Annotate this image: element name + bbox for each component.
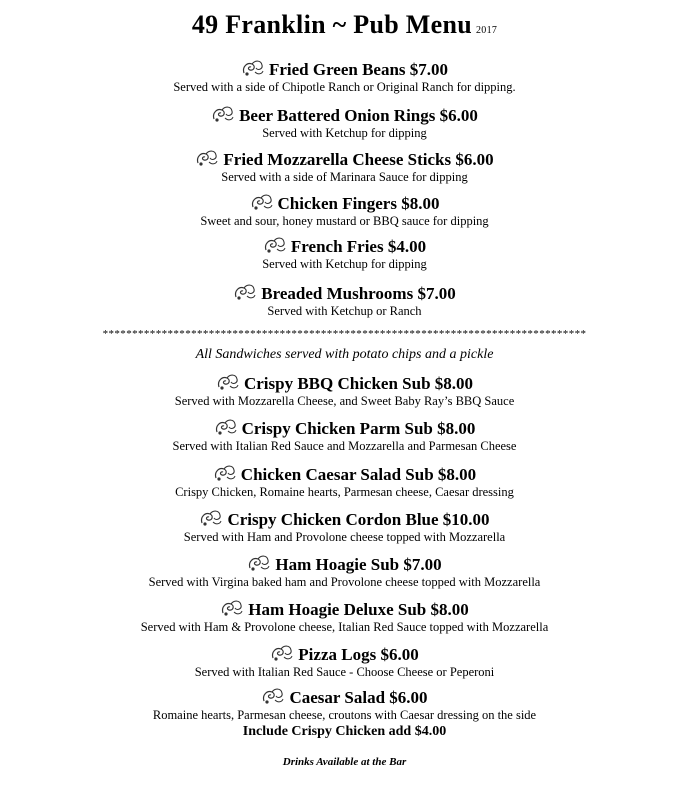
menu-item-ham-hoagie-sub [0,553,689,590]
flourish-icon [261,686,285,706]
item-description: Served with Ham & Provolone cheese, Italian Red Sauce topped with Mozzarella [140,620,549,634]
flourish-icon [211,104,235,124]
item-name: Crispy BBQ Chicken Sub $8.00 [243,374,474,393]
menu-item-onion-rings [0,104,689,141]
item-name: Ham Hoagie Sub $7.00 [275,555,442,574]
item-name: French Fries $4.00 [290,237,427,256]
flourish-icon [216,372,240,392]
item-name: Fried Mozzarella Cheese Sticks $6.00 [223,150,494,169]
flourish-icon [220,598,244,618]
item-name: Fried Green Beans $7.00 [268,60,449,79]
sandwich-note: All Sandwiches served with potato chips and a pickle [195,347,494,362]
menu-item-chicken-parm-sub [0,417,689,454]
item-name: Crispy Chicken Parm Sub $8.00 [241,419,476,438]
menu-item-cordon-blue [0,508,689,545]
item-description: Sweet and sour, honey mustard or BBQ sauce for dipping [200,214,489,228]
item-name: Ham Hoagie Deluxe Sub $8.00 [248,600,469,619]
flourish-icon [263,235,287,255]
menu-item-fried-green-beans [0,58,689,95]
flourish-icon [233,282,257,302]
menu-item-caesar-salad [0,686,689,740]
flourish-icon [195,148,219,168]
flourish-icon [213,463,237,483]
menu-year: 2017 [475,25,498,36]
item-addon: Include Crispy Chicken add $4.00 [242,724,447,739]
item-name: Caesar Salad $6.00 [289,688,428,707]
item-description: Served with Italian Red Sauce - Choose Cheese or Peperoni [194,665,495,679]
flourish-icon [241,58,265,78]
item-description: Crispy Chicken, Romaine hearts, Parmesan cheese, Caesar dressing [175,485,514,499]
menu-item-chicken-fingers [0,192,689,229]
menu-item-pizza-logs [0,643,689,680]
item-name: Chicken Fingers $8.00 [277,194,440,213]
item-name: Beer Battered Onion Rings $6.00 [239,106,478,125]
item-name: Pizza Logs $6.00 [298,645,419,664]
flourish-icon [250,192,274,212]
item-description: Served with Virgina baked ham and Provolone cheese topped with Mozzarella [148,575,541,589]
item-name: Chicken Caesar Salad Sub $8.00 [240,465,477,484]
menu-title [0,10,689,40]
item-description: Served with Ketchup for dipping [262,257,427,271]
item-description: Served with Ketchup for dipping [262,126,427,140]
item-description: Served with Ketchup or Ranch [267,304,422,318]
flourish-icon [214,417,238,437]
item-name: Breaded Mushrooms $7.00 [261,284,456,303]
drinks-note: Drinks Available at the Bar [282,756,407,768]
menu-item-chicken-caesar-sub [0,463,689,500]
item-description: Served with Mozzarella Cheese, and Sweet Baby Ray’s BBQ Sauce [174,394,515,408]
menu-title-text: 49 Franklin ~ Pub Menu [191,10,472,39]
section-divider: ********************************************************************************** [102,328,587,340]
menu-item-french-fries [0,235,689,272]
item-description: Served with Ham and Provolone cheese topped with Mozzarella [183,530,506,544]
item-description: Served with a side of Marinara Sauce for dipping [221,170,468,184]
item-description: Romaine hearts, Parmesan cheese, croutons with Caesar dressing on the side [152,708,537,722]
menu-item-bbq-chicken-sub [0,372,689,409]
flourish-icon [247,553,271,573]
item-description: Served with a side of Chipotle Ranch or Original Ranch for dipping. [173,80,516,94]
item-description: Served with Italian Red Sauce and Mozzarella and Parmesan Cheese [172,439,517,453]
menu-item-ham-hoagie-deluxe [0,598,689,635]
flourish-icon [199,508,223,528]
menu-item-breaded-mushrooms [0,282,689,319]
flourish-icon [270,643,294,663]
menu-item-mozzarella-sticks [0,148,689,185]
item-name: Crispy Chicken Cordon Blue $10.00 [227,510,490,529]
